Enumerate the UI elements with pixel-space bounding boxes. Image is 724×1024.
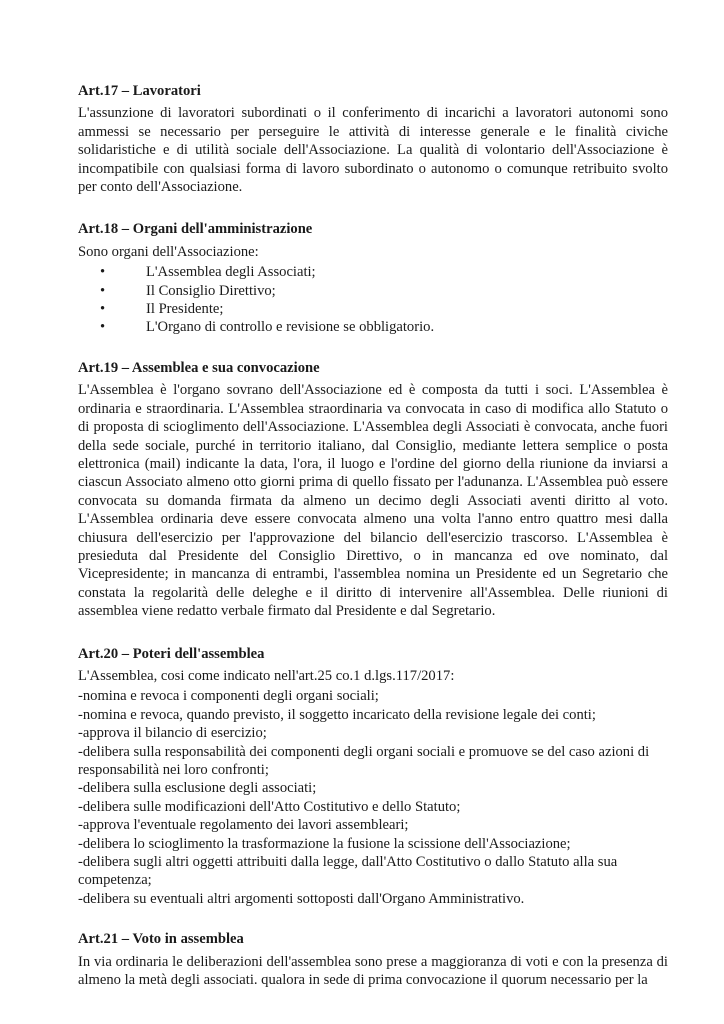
- organs-list: [78, 263, 668, 337]
- article-heading: Art.19 – Assemblea e sua convocazione: [78, 359, 320, 376]
- list-item: -delibera lo scioglimento la trasformazione la fusione la scissione dell'Associazione;: [78, 835, 571, 852]
- list-item: -approva il bilancio di esercizio;: [78, 725, 267, 742]
- list-item: -nomina e revoca, quando previsto, il soggetto incaricato della revisione legale dei conti;: [78, 706, 596, 723]
- list-item: • Il Presidente;: [100, 301, 224, 318]
- article-21: [78, 930, 668, 989]
- article-body: L'assunzione di lavoratori subordinati o il conferimento di incarichi a lavoratori autonomi sono ammessi se necessario per perseguire le attività di interesse generale e le finalità civiche solidaristiche e di utilità sociale dell'Associazione. La qualità di volontario dell'Associazione è incompatibile con qualsiasi forma di lavoro subordinato o autonomo o comunque retribuito svolto per conto dell'Associazione.: [78, 105, 668, 196]
- bullet-icon: •: [100, 264, 106, 281]
- article-heading: Art.20 – Poteri dell'assemblea: [78, 645, 265, 662]
- article-19: [78, 359, 668, 621]
- bullet-icon: •: [100, 282, 106, 299]
- powers-list: [78, 687, 668, 908]
- list-item: -nomina e revoca i componenti degli organi sociali;: [78, 688, 379, 705]
- article-body: In via ordinaria le deliberazioni dell'assemblea sono prese a maggioranza di voti e con la presenza di almeno la metà degli associati. qualora in sede di prima convocazione il quorum necessario per la: [78, 953, 668, 989]
- bullet-icon: •: [100, 319, 106, 336]
- article-intro: L'Assemblea, cosi come indicato nell'art.25 co.1 d.lgs.117/2017:: [78, 667, 455, 684]
- article-body: L'Assemblea è l'organo sovrano dell'Associazione ed è composta da tutti i soci. L'Assemblea è ordinaria e straordinaria. L'Assemblea straordinaria va convocata in caso di modifica allo Statuto o di proposta di scioglimento dell'Associazione. L'Assemblea degli Associati è convocata, anche fuori della sede sociale, purché in territorio italiano, dal Consiglio, mediante lettera semplice o posta elettronica (mail) indicante la data, l'ora, il luogo e l'ordine del giorno della riunione da inviarsi a ciascun Associato almeno otto giorni prima di quello fissato per l'adunanza. L'Assemblea può essere convocata su domanda firmata da almeno un decimo degli Associati aventi diritto al voto. L'Assemblea ordinaria deve essere convocata almeno una volta l'anno entro quattro mesi dalla chiusura dell'esercizio per l'approvazione del bilancio dell'esercizio trascorso. L'Assemblea è presieduta dal Presidente del Consiglio Direttivo, o in mancanza ed ove nominato, dal Vicepresidente; in mancanza di entrambi, l'assemblea nomina un Presidente ed un Segretario che constata la regolarità delle deleghe e il diritto di intervenire all'Assemblea. Delle riunioni di assemblea viene redatto verbale firmato dal Presidente e dal Segretario.: [78, 382, 668, 620]
- list-item: -delibera su eventuali altri argomenti sottoposti dall'Organo Amministrativo.: [78, 890, 525, 907]
- article-18: [78, 220, 668, 336]
- list-item: -delibera sulla responsabilità dei componenti degli organi sociali e promuove se del caso azioni di responsabilità nei loro confronti;: [78, 743, 650, 778]
- article-heading: Art.18 – Organi dell'amministrazione: [78, 221, 313, 238]
- article-17: [78, 82, 668, 196]
- article-20: [78, 645, 668, 909]
- article-heading: Art.21 – Voto in assemblea: [78, 931, 244, 948]
- article-heading: Art.17 – Lavoratori: [78, 83, 201, 99]
- article-intro: Sono organi dell'Associazione:: [78, 243, 259, 260]
- document-page: [78, 82, 668, 989]
- list-item: -delibera sulle modificazioni dell'Atto Costitutivo e dello Statuto;: [78, 798, 461, 815]
- list-item: • Il Consiglio Direttivo;: [100, 282, 276, 299]
- list-item: -approva l'eventuale regolamento dei lavori assembleari;: [78, 817, 409, 834]
- list-item: -delibera sugli altri oggetti attribuiti dalla legge, dall'Atto Costitutivo o dallo Statuto alla sua competenza;: [78, 854, 618, 889]
- list-item: -delibera sulla esclusione degli associati;: [78, 780, 317, 797]
- bullet-icon: •: [100, 301, 106, 318]
- list-item: • L'Organo di controllo e revisione se obbligatorio.: [100, 319, 435, 336]
- list-item: • L'Assemblea degli Associati;: [100, 264, 316, 281]
